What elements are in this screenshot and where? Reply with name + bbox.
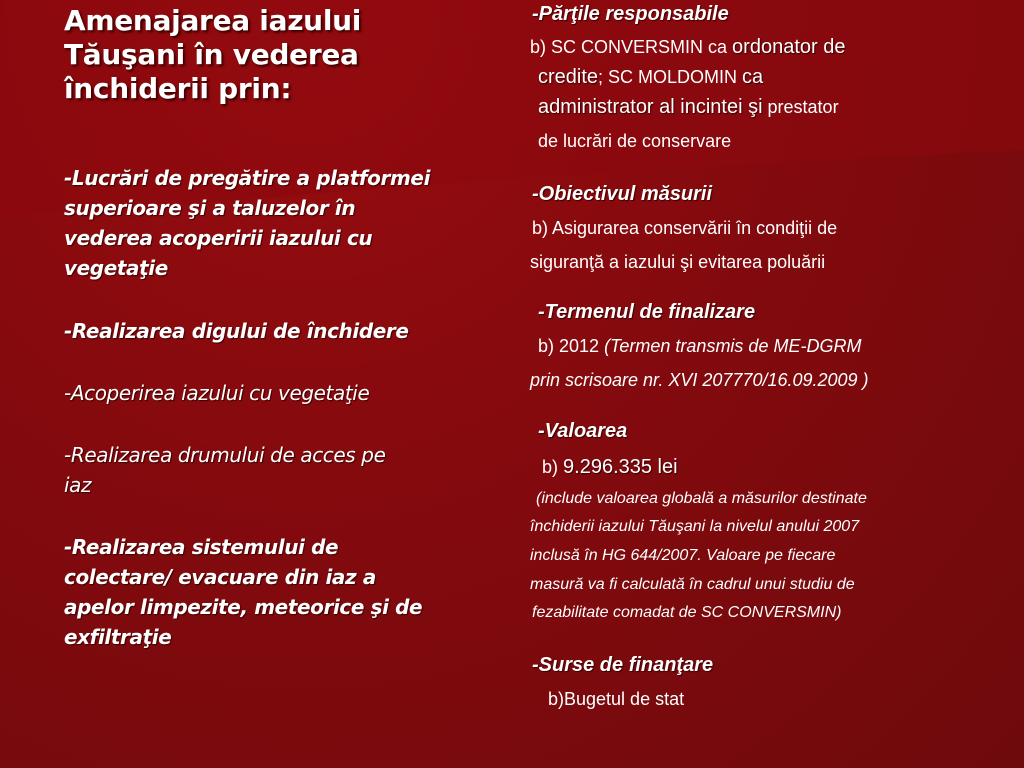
title-line-1: Amenajarea iazului xyxy=(64,4,362,37)
bullet-text: -Lucrări de pregătire a platformei xyxy=(64,166,431,190)
parti-text: credite xyxy=(538,66,599,88)
obiectiv-line-1: b) Asigurarea conservării în condiţii de xyxy=(532,218,838,238)
title-line-3: închiderii prin: xyxy=(64,72,292,105)
bullet-text: vederea acoperirii iazului cu xyxy=(64,226,373,250)
parti-text: b) SC CONVERSMIN ca xyxy=(530,37,733,57)
parti-line-4: de lucrări de conservare xyxy=(538,131,732,151)
obiectiv-heading: -Obiectivul măsurii xyxy=(532,183,713,205)
valoare-note-4: masură va fi calculată în cadrul unui studiu de xyxy=(530,576,855,593)
valoare-note-2: închiderii iazului Tăuşani la nivelul anului 2007 xyxy=(530,518,860,535)
bullet-drum xyxy=(64,440,504,500)
bullet-text: -Acoperirea iazului cu vegetaţie xyxy=(64,381,370,405)
valoare-text: b) xyxy=(542,457,564,477)
title-line-2: Tăuşani în vederea xyxy=(64,38,359,71)
surse-line-1: b)Bugetul de stat xyxy=(548,689,685,709)
valoare-line-1 xyxy=(542,456,678,479)
valoare-note-1: (include valoarea globală a măsurilor destinate xyxy=(536,490,867,507)
surse-heading: -Surse de finanţare xyxy=(532,654,714,676)
valoare-amount: 9.296.335 lei xyxy=(563,456,678,478)
bullet-text: -Realizarea digului de închidere xyxy=(64,319,409,343)
obiectiv-line-2: siguranţă a iazului şi evitarea poluării xyxy=(530,252,826,272)
bullet-dig xyxy=(64,316,504,346)
bullet-text: superioare şi a taluzelor în xyxy=(64,196,356,220)
bullet-text: apelor limpezite, meteorice şi de xyxy=(64,595,423,619)
parti-line-1 xyxy=(530,36,845,59)
slide-title xyxy=(64,4,504,106)
bullet-acoperire xyxy=(64,378,504,408)
termen-heading: -Termenul de finalizare xyxy=(538,301,756,323)
parti-text: ordonator de xyxy=(732,36,846,58)
bullet-sistem xyxy=(64,532,504,652)
valoare-heading: -Valoarea xyxy=(538,420,628,442)
bullet-text: vegetaţie xyxy=(64,256,168,280)
termen-text: b) 2012 xyxy=(538,336,605,356)
bullet-text: iaz xyxy=(64,473,92,497)
bullet-text: colectare/ evacuare din iaz a xyxy=(64,565,376,589)
termen-text: (Termen transmis de ME-DGRM xyxy=(604,336,862,356)
bullet-text: exfiltraţie xyxy=(64,625,172,649)
parti-text: ; SC MOLDOMIN xyxy=(598,67,743,87)
bullet-text: -Realizarea drumului de acces pe xyxy=(64,443,386,467)
parti-text: ca xyxy=(742,66,764,88)
parti-line-2 xyxy=(538,66,763,89)
parti-line-3 xyxy=(538,96,839,119)
parti-heading: -Părţile responsabile xyxy=(532,3,729,25)
valoare-note-3: inclusă în HG 644/2007. Valoare pe fiecare xyxy=(530,547,836,564)
parti-text: administrator al incintei şi xyxy=(538,96,763,118)
termen-line-1 xyxy=(538,336,861,357)
bullet-text: -Realizarea sistemului de xyxy=(64,535,339,559)
valoare-note-5: fezabilitate comadat de SC CONVERSMIN) xyxy=(532,604,842,621)
termen-line-2: prin scrisoare nr. XVI 207770/16.09.2009 ) xyxy=(530,370,869,390)
bullet-platforma xyxy=(64,163,504,283)
parti-text: prestator xyxy=(762,97,839,117)
